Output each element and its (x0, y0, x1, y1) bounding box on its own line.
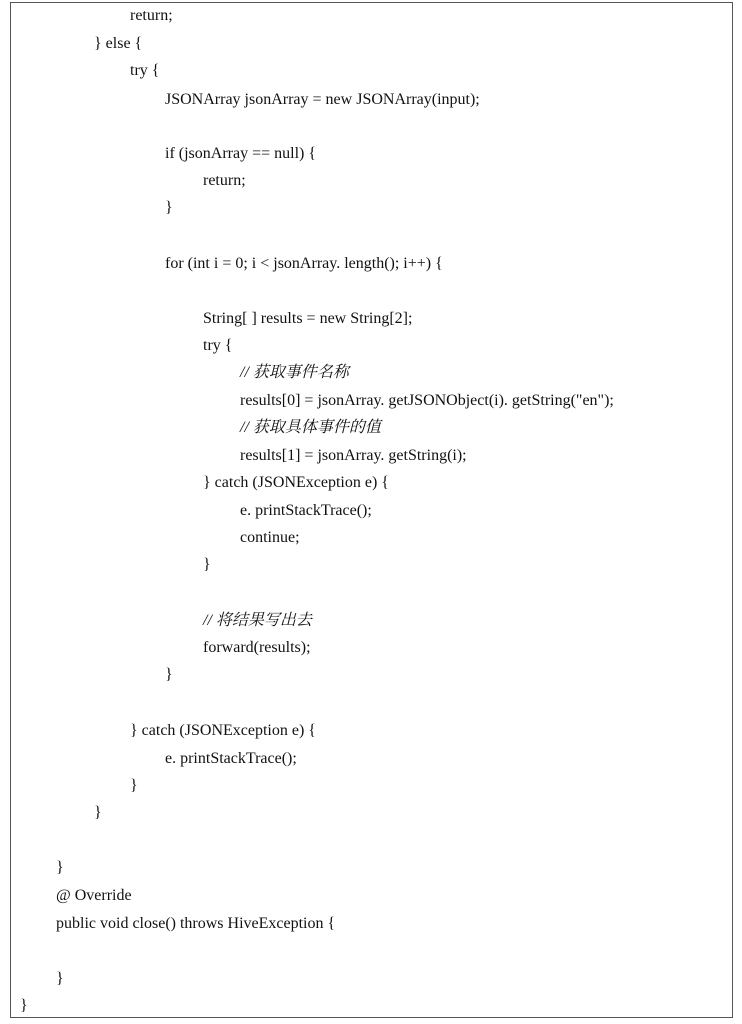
code-line: results[1] = jsonArray. getString(i); (240, 447, 467, 464)
code-line: try { (130, 62, 160, 79)
code-line: } (94, 804, 102, 821)
code-comment: // 获取具体事件的值 (240, 419, 381, 436)
code-line: String[ ] results = new String[2]; (203, 310, 413, 327)
code-line: } (20, 997, 28, 1014)
code-line: } (165, 199, 173, 216)
code-line: for (int i = 0; i < jsonArray. length(); i++) { (165, 255, 443, 272)
code-line: } else { (94, 35, 143, 52)
code-line: forward(results); (203, 639, 311, 656)
code-line: } catch (JSONException e) { (203, 474, 389, 491)
code-line: @ Override (56, 887, 132, 904)
code-line: e. printStackTrace(); (240, 502, 372, 519)
code-line: } catch (JSONException e) { (130, 722, 316, 739)
code-line: public void close() throws HiveException { (56, 915, 336, 932)
code-line: } (203, 556, 211, 573)
code-line: } (56, 859, 64, 876)
code-line: } (130, 777, 138, 794)
code-line: if (jsonArray == null) { (165, 145, 317, 162)
code-line: return; (130, 7, 173, 24)
code-line: continue; (240, 529, 300, 546)
code-line: } (165, 666, 173, 683)
code-line: try { (203, 337, 233, 354)
code-comment: // 将结果写出去 (203, 612, 312, 629)
code-line: JSONArray jsonArray = new JSONArray(input); (165, 91, 480, 108)
code-comment: // 获取事件名称 (240, 364, 349, 381)
code-line: e. printStackTrace(); (165, 750, 297, 767)
code-line: results[0] = jsonArray. getJSONObject(i). getString("en"); (240, 392, 614, 409)
code-line: return; (203, 172, 246, 189)
code-line: } (56, 970, 64, 987)
